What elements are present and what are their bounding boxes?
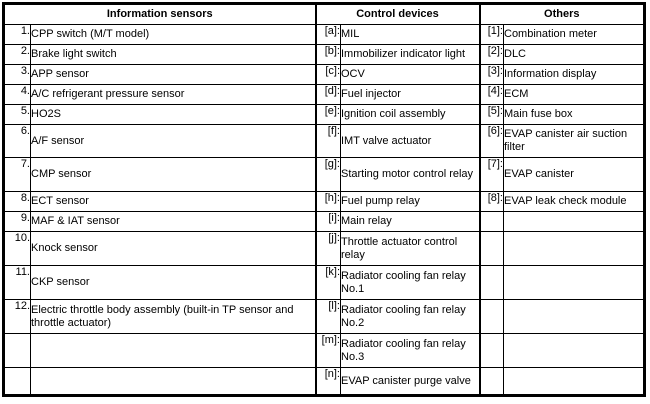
control-device-name: Immobilizer indicator light	[341, 45, 480, 65]
others-name: EVAP canister	[504, 158, 645, 192]
others-key	[480, 334, 504, 368]
others-key: [3]:	[480, 65, 504, 85]
row-number: 6.	[4, 125, 31, 158]
information-sensor-name	[31, 334, 316, 368]
information-sensor-name: Brake light switch	[31, 45, 316, 65]
table-row	[4, 158, 645, 192]
row-number: 8.	[4, 192, 31, 212]
control-device-name: Fuel pump relay	[341, 192, 480, 212]
control-device-name: OCV	[341, 65, 480, 85]
others-name	[504, 300, 645, 334]
others-name	[504, 334, 645, 368]
control-device-name: IMT valve actuator	[341, 125, 480, 158]
others-key: [6]:	[480, 125, 504, 158]
table-row	[4, 212, 645, 232]
information-sensor-name: A/C refrigerant pressure sensor	[31, 85, 316, 105]
row-number	[4, 334, 31, 368]
others-name: Information display	[504, 65, 645, 85]
others-name	[504, 368, 645, 396]
control-device-key: [l]:	[316, 300, 341, 334]
control-device-key: [d]:	[316, 85, 341, 105]
others-name	[504, 212, 645, 232]
control-device-name: Main relay	[341, 212, 480, 232]
others-name: EVAP leak check module	[504, 192, 645, 212]
others-key: [1]:	[480, 25, 504, 45]
information-sensor-name: CPP switch (M/T model)	[31, 25, 316, 45]
control-device-key: [b]:	[316, 45, 341, 65]
control-device-key: [n]:	[316, 368, 341, 396]
information-sensor-name: APP sensor	[31, 65, 316, 85]
table-row	[4, 334, 645, 368]
table-row	[4, 192, 645, 212]
others-name: ECM	[504, 85, 645, 105]
information-sensor-name: A/F sensor	[31, 125, 316, 158]
control-device-name: Radiator cooling fan relay No.3	[341, 334, 480, 368]
others-name	[504, 266, 645, 300]
table-row	[4, 300, 645, 334]
table-row	[4, 125, 645, 158]
control-device-name: Starting motor control relay	[341, 158, 480, 192]
information-sensor-name: ECT sensor	[31, 192, 316, 212]
others-name	[504, 232, 645, 266]
information-sensor-name: MAF & IAT sensor	[31, 212, 316, 232]
others-key	[480, 266, 504, 300]
control-device-key: [f]:	[316, 125, 341, 158]
others-name: EVAP canister air suction filter	[504, 125, 645, 158]
row-number: 2.	[4, 45, 31, 65]
row-number: 9.	[4, 212, 31, 232]
information-sensor-name: Knock sensor	[31, 232, 316, 266]
table-row	[4, 232, 645, 266]
control-device-key: [m]:	[316, 334, 341, 368]
others-key: [2]:	[480, 45, 504, 65]
table-row	[4, 25, 645, 45]
control-device-name: EVAP canister purge valve	[341, 368, 480, 396]
row-number: 7.	[4, 158, 31, 192]
header-control-devices: Control devices	[316, 4, 480, 25]
others-name: DLC	[504, 45, 645, 65]
control-device-name: Throttle actuator control relay	[341, 232, 480, 266]
information-sensor-name	[31, 368, 316, 396]
others-key	[480, 232, 504, 266]
others-name: Combination meter	[504, 25, 645, 45]
others-key	[480, 212, 504, 232]
row-number: 11.	[4, 266, 31, 300]
others-key: [7]:	[480, 158, 504, 192]
table-row	[4, 85, 645, 105]
information-sensor-name: CMP sensor	[31, 158, 316, 192]
header-others: Others	[480, 4, 645, 25]
control-device-key: [g]:	[316, 158, 341, 192]
control-device-name: Radiator cooling fan relay No.1	[341, 266, 480, 300]
others-key: [8]:	[480, 192, 504, 212]
row-number: 5.	[4, 105, 31, 125]
row-number: 3.	[4, 65, 31, 85]
control-device-key: [h]:	[316, 192, 341, 212]
table-row	[4, 266, 645, 300]
others-key	[480, 300, 504, 334]
header-row	[4, 4, 645, 25]
control-device-key: [a]:	[316, 25, 341, 45]
control-device-name: Ignition coil assembly	[341, 105, 480, 125]
row-number: 1.	[4, 25, 31, 45]
table-row	[4, 45, 645, 65]
row-number	[4, 368, 31, 396]
control-device-name: Radiator cooling fan relay No.2	[341, 300, 480, 334]
control-device-key: [c]:	[316, 65, 341, 85]
table-row	[4, 368, 645, 396]
others-key	[480, 368, 504, 396]
control-device-key: [j]:	[316, 232, 341, 266]
information-sensor-name: Electric throttle body assembly (built-in TP sensor and throttle actuator)	[31, 300, 316, 334]
control-device-name: MIL	[341, 25, 480, 45]
control-device-name: Fuel injector	[341, 85, 480, 105]
row-number: 12.	[4, 300, 31, 334]
row-number: 4.	[4, 85, 31, 105]
control-device-key: [i]:	[316, 212, 341, 232]
table-row	[4, 65, 645, 85]
information-sensor-name: HO2S	[31, 105, 316, 125]
table-row	[4, 105, 645, 125]
control-device-key: [k]:	[316, 266, 341, 300]
others-key: [4]:	[480, 85, 504, 105]
component-index-table	[2, 2, 646, 397]
control-device-key: [e]:	[316, 105, 341, 125]
row-number: 10.	[4, 232, 31, 266]
information-sensor-name: CKP sensor	[31, 266, 316, 300]
others-key: [5]:	[480, 105, 504, 125]
header-information-sensors: Information sensors	[4, 4, 316, 25]
others-name: Main fuse box	[504, 105, 645, 125]
